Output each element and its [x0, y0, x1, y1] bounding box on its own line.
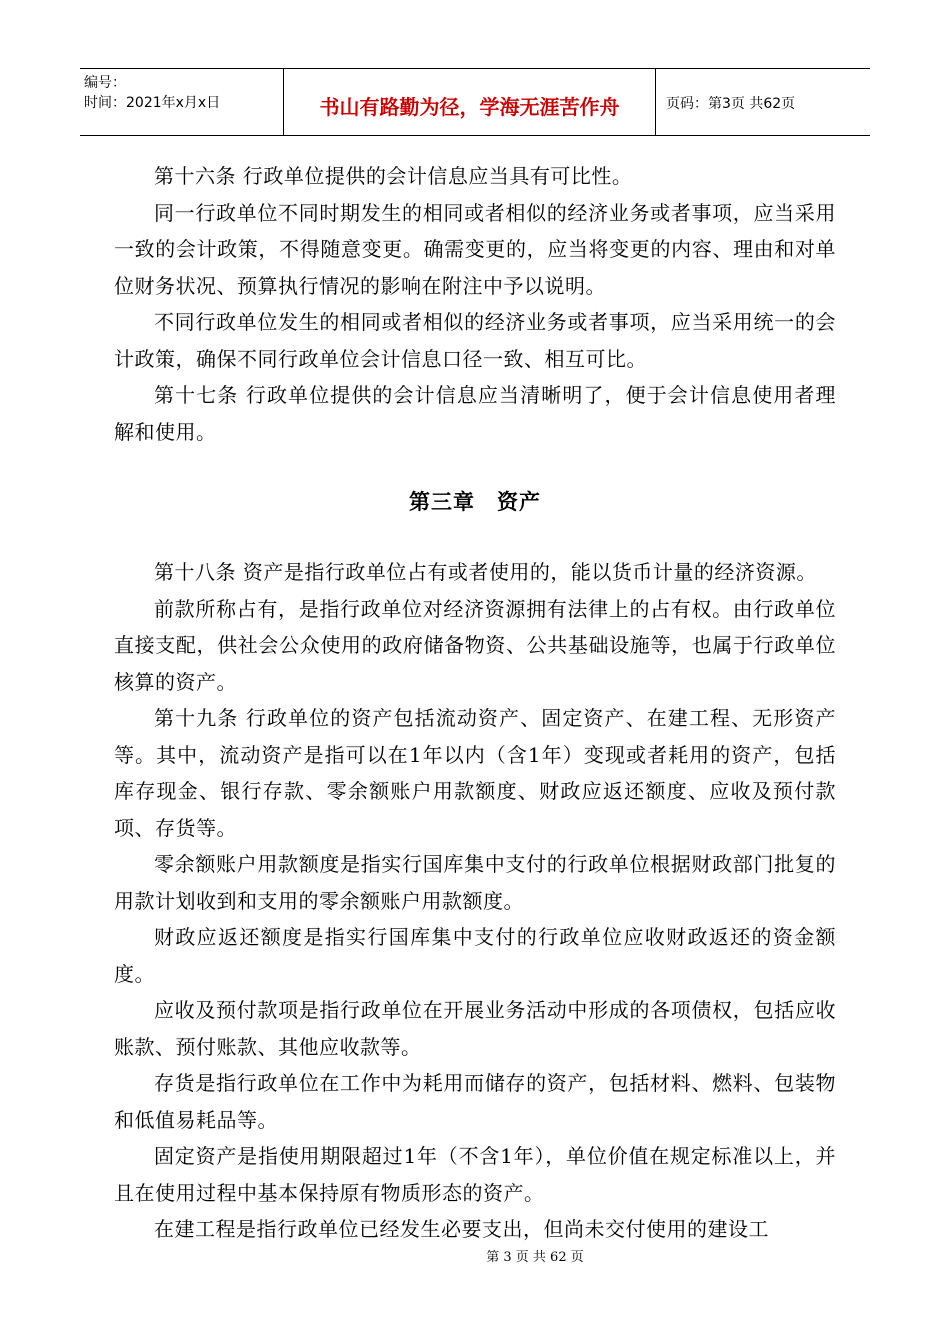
- paragraph: 第十九条 行政单位的资产包括流动资产、固定资产、在建工程、无形资产等。其中，流动资产是指可以在1年以内（含1年）变现或者耗用的资产，包括库存现金、银行存款、零余额账户用款额度、财政应返还额度、应收及预付款项、存货等。: [114, 706, 836, 840]
- date-label: 时间：2021年x月x日: [84, 95, 221, 111]
- header-meta: [80, 69, 284, 135]
- chapter-title: 第三章 资产: [409, 490, 541, 514]
- paragraph: 第十八条 资产是指行政单位占有或者使用的，能以货币计量的经济资源。: [154, 560, 817, 584]
- paragraph: 第十七条 行政单位提供的会计信息应当清晰明了，便于会计信息使用者理解和使用。: [114, 383, 836, 444]
- document-body: [114, 158, 836, 1248]
- paragraph: 在建工程是指行政单位已经发生必要支出，但尚未交付使用的建设工: [154, 1217, 769, 1241]
- paragraph: 不同行政单位发生的相同或者相似的经济业务或者事项，应当采用统一的会计政策，确保不同行政单位会计信息口径一致、相互可比。: [114, 310, 836, 371]
- footer-page-number: 第 3 页 共 62 页: [486, 1250, 584, 1265]
- page-footer: [0, 1246, 950, 1265]
- header-page-code: 页码：第3页 共62页: [666, 96, 796, 112]
- paragraph: 固定资产是指使用期限超过1年（不含1年），单位价值在规定标准以上，并且在使用过程中基本保持原有物质形态的资产。: [114, 1144, 836, 1205]
- paragraph: 第十六条 行政单位提供的会计信息应当具有可比性。: [154, 164, 633, 188]
- paragraph: 同一行政单位不同时期发生的相同或者相似的经济业务或者事项，应当采用一致的会计政策，不得随意变更。确需变更的，应当将变更的内容、理由和对单位财务状况、预算执行情况的影响在附注中予以说明。: [114, 200, 836, 298]
- paragraph: 前款所称占有，是指行政单位对经济资源拥有法律上的占有权。由行政单位直接支配，供社会公众使用的政府储备物资、公共基础设施等，也属于行政单位核算的资产。: [114, 596, 836, 694]
- header-motto: 书山有路勤为径，学海无涯苦作舟: [284, 69, 656, 135]
- paragraph: 零余额账户用款额度是指实行国库集中支付的行政单位根据财政部门批复的用款计划收到和支用的零余额账户用款额度。: [114, 852, 836, 913]
- paragraph: 存货是指行政单位在工作中为耗用而储存的资产，包括材料、燃料、包装物和低值易耗品等。: [114, 1071, 836, 1132]
- paragraph: 应收及预付款项是指行政单位在开展业务活动中形成的各项债权，包括应收账款、预付账款、其他应收款等。: [114, 998, 836, 1059]
- paragraph: 财政应返还额度是指实行国库集中支付的行政单位应收财政返还的资金额度。: [114, 925, 836, 986]
- page-header: [80, 68, 870, 136]
- number-label: 编号：: [84, 75, 126, 91]
